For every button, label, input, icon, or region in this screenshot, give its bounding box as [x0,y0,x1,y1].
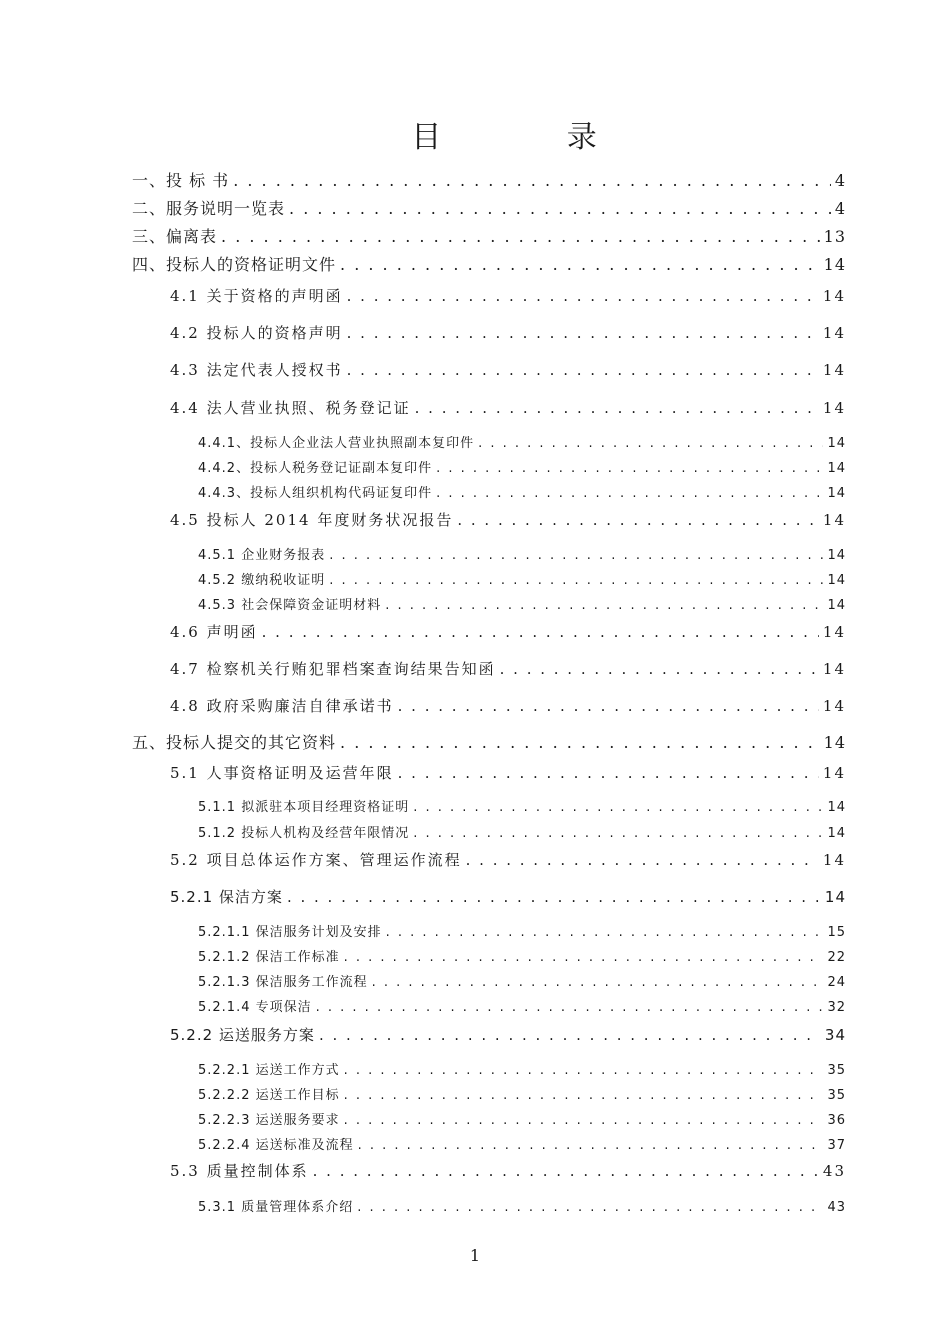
toc-entry[interactable] [170,359,846,380]
toc-entry-page: 14 [827,461,846,476]
toc-entry-page: 14 [822,660,846,678]
toc-entry-page: 14 [822,287,846,305]
toc-entry[interactable] [198,594,846,613]
toc-entry-label: 4.4.1、投标人企业法人营业执照副本复印件 [198,436,475,451]
toc-entry-label: 4.1 关于资格的声明函 [170,287,343,305]
toc-leader-dots [347,361,819,379]
toc-entry-label: 5.2.2.4 运送标准及流程 [198,1138,354,1153]
toc-entry-label: 4.8 政府采购廉洁自律承诺书 [170,697,394,715]
toc-leader-dots [319,1026,821,1044]
toc-entry-label: 5.2.2.1 运送工作方式 [198,1063,340,1078]
toc-entry-page: 14 [822,623,846,641]
toc-entry[interactable] [170,509,846,530]
toc-entry[interactable] [170,397,846,418]
toc-leader-dots [221,227,820,246]
toc-entry[interactable] [198,432,846,451]
toc-leader-dots [436,486,823,501]
toc-entry-label: 五、投标人提交的其它资料 [132,733,337,752]
toc-entry-label: 4.4 法人营业执照、税务登记证 [170,399,411,417]
toc-entry-page: 14 [827,598,846,613]
toc-entry-page: 14 [822,851,846,869]
toc-entry-page: 4 [834,199,846,218]
toc-entry-label: 5.2.2.3 运送服务要求 [198,1113,340,1128]
toc-entry-page: 14 [827,486,846,501]
toc-entry-page: 14 [822,399,846,417]
toc-entry[interactable] [170,285,846,306]
toc-leader-dots [262,623,819,641]
toc-leader-dots [457,511,819,529]
toc-leader-dots [289,199,831,218]
toc-leader-dots [386,925,824,940]
toc-entry-label: 5.2.1.3 保洁服务工作流程 [198,975,368,990]
toc-entry-page: 35 [827,1063,846,1078]
toc-entry-label: 5.2.1.1 保洁服务计划及安排 [198,925,382,940]
toc-entry[interactable] [198,1196,846,1215]
toc-leader-dots [344,1088,824,1103]
toc-entry-label: 4.4.3、投标人组织机构代码证复印件 [198,486,433,501]
toc-entry-label: 5.1.2 投标人机构及经营年限情况 [198,826,410,841]
toc-entry-label: 4.5.2 缴纳税收证明 [198,573,326,588]
toc-entry[interactable] [198,482,846,501]
toc-entry-label: 5.2.2 运送服务方案 [170,1026,315,1044]
toc-entry[interactable] [170,695,846,716]
toc-entry-label: 三、偏离表 [132,227,218,246]
toc-entry-page: 43 [822,1162,846,1180]
toc-entry-page: 43 [827,1200,846,1215]
toc-entry-page: 22 [827,950,846,965]
toc-entry-label: 5.3.1 质量管理体系介绍 [198,1200,354,1215]
toc-entry-page: 4 [834,171,846,190]
toc-entry[interactable] [170,658,846,679]
toc-entry-page: 14 [827,436,846,451]
toc-entry-label: 5.1 人事资格证明及运营年限 [170,764,394,782]
toc-entry-page: 14 [822,361,846,379]
toc-leader-dots [415,399,819,417]
toc-leader-dots [340,255,820,274]
toc-entry[interactable] [198,457,846,476]
toc-entry[interactable] [170,621,846,642]
toc-entry[interactable] [198,544,846,563]
toc-leader-dots [287,888,821,906]
toc-entry-label: 4.2 投标人的资格声明 [170,324,343,342]
toc-entry-label: 4.3 法定代表人授权书 [170,361,343,379]
toc-leader-dots [329,573,823,588]
toc-leader-dots [436,461,823,476]
toc-leader-dots [466,851,819,869]
toc-entry[interactable] [198,1059,846,1078]
toc-entry[interactable] [132,224,846,247]
toc-leader-dots [344,950,824,965]
toc-leader-dots [347,324,819,342]
toc-entry-label: 4.5 投标人 2014 年度财务状况报告 [170,511,454,529]
toc-entry-label: 5.2.2.2 运送工作目标 [198,1088,340,1103]
toc-entry-page: 14 [823,255,846,274]
toc-entry[interactable] [170,1160,846,1181]
toc-entry[interactable] [198,921,846,940]
toc-leader-dots [344,1113,824,1128]
toc-entry-label: 5.1.1 拟派驻本项目经理资格证明 [198,800,410,815]
toc-entry[interactable] [198,569,846,588]
toc-leader-dots [316,1000,824,1015]
toc-entry-label: 一、投 标 书 [132,171,230,190]
toc-entry[interactable] [132,196,846,219]
toc-entry[interactable] [198,996,846,1015]
toc-entry-page: 32 [827,1000,846,1015]
toc-entry-page: 24 [827,975,846,990]
toc-entry[interactable] [170,886,846,907]
toc-entry-page: 14 [827,800,846,815]
toc-entry-page: 14 [827,573,846,588]
toc-entry-page: 14 [822,324,846,342]
toc-entry-label: 四、投标人的资格证明文件 [132,255,337,274]
toc-entry[interactable] [198,796,846,815]
toc-leader-dots [385,598,823,613]
toc-leader-dots [233,171,831,190]
toc-entry-page: 14 [827,826,846,841]
toc-entry-page: 15 [827,925,846,940]
toc-leader-dots [358,1138,824,1153]
toc-entry-label: 4.6 声明函 [170,623,258,641]
toc-leader-dots [500,660,819,678]
toc-leader-dots [313,1162,819,1180]
toc-entry-page: 14 [824,888,846,906]
toc-entry-page: 35 [827,1088,846,1103]
toc-entry-label: 二、服务说明一览表 [132,199,286,218]
toc-entry[interactable] [132,168,846,191]
toc-entry[interactable] [132,252,846,275]
toc-entry[interactable] [170,762,846,783]
toc-entry[interactable] [198,1084,846,1103]
toc-entry[interactable] [170,322,846,343]
toc-entry-page: 14 [823,733,846,752]
toc-leader-dots [478,436,823,451]
toc-title: 目 录 [411,120,655,155]
toc-entry[interactable] [198,822,846,841]
toc-leader-dots [344,1063,824,1078]
toc-entry-label: 5.3 质量控制体系 [170,1162,309,1180]
toc-entry-label: 5.2 项目总体运作方案、管理运作流程 [170,851,462,869]
toc-entry-page: 34 [824,1026,846,1044]
toc-leader-dots [398,764,819,782]
toc-entry[interactable] [132,730,846,753]
toc-entry-label: 5.2.1.2 保洁工作标准 [198,950,340,965]
toc-entry-page: 14 [827,548,846,563]
toc-leader-dots [413,800,823,815]
toc-entry-label: 5.2.1 保洁方案 [170,888,283,906]
toc-entry-page: 13 [823,227,846,246]
toc-entry-page: 14 [822,697,846,715]
toc-entry[interactable] [198,1109,846,1128]
toc-entry-label: 4.5.3 社会保障资金证明材料 [198,598,382,613]
toc-entry-label: 5.2.1.4 专项保洁 [198,1000,312,1015]
toc-entry-label: 4.7 检察机关行贿犯罪档案查询结果告知函 [170,660,496,678]
toc-entry-page: 14 [822,511,846,529]
toc-entry-label: 4.5.1 企业财务报表 [198,548,326,563]
toc-entry-page: 37 [827,1138,846,1153]
toc-leader-dots [413,826,823,841]
toc-leader-dots [347,287,819,305]
toc-entry[interactable] [198,1134,846,1153]
toc-entry[interactable] [198,946,846,965]
toc-entry-label: 4.4.2、投标人税务登记证副本复印件 [198,461,433,476]
toc-entry-page: 14 [822,764,846,782]
toc-leader-dots [398,697,819,715]
toc-leader-dots [340,733,820,752]
toc-entry[interactable] [170,849,846,870]
toc-entry[interactable] [170,1024,846,1045]
page-number: 1 [469,1246,481,1265]
toc-entry[interactable] [198,971,846,990]
toc-leader-dots [357,1200,823,1215]
toc-leader-dots [372,975,824,990]
toc-entry-page: 36 [827,1113,846,1128]
toc-leader-dots [329,548,823,563]
